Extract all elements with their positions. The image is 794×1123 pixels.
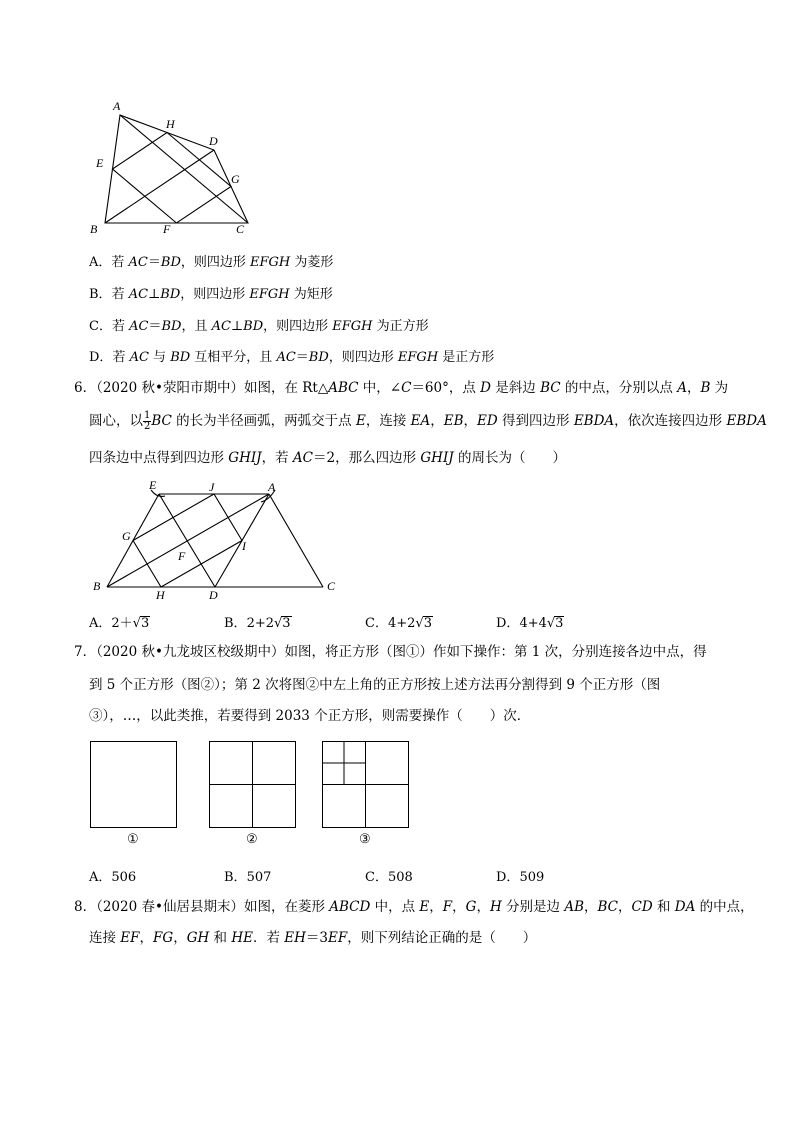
text-fragment: （2020 秋•九龙坡区校级期中）如图，将正方形（图①）作如下操作：第 1 次，分别连接各边中点，得	[96, 644, 707, 660]
q7-figure-2	[209, 741, 297, 829]
text-fragment: BC	[151, 413, 172, 429]
text-fragment: ＝2，那么四边形	[313, 450, 421, 466]
text-fragment: 为矩形	[289, 287, 333, 302]
sqrt-radicand: 3	[423, 616, 432, 631]
text-fragment: ，	[618, 899, 632, 915]
text-fragment: H	[489, 899, 502, 915]
text-fragment: 如图，在 Rt△	[243, 380, 329, 396]
text-fragment: EFGH	[332, 319, 373, 334]
q6-label-f: F	[178, 549, 186, 563]
q5-label-a: A	[113, 99, 121, 113]
q7-caption-2: ②	[246, 832, 258, 847]
text-fragment: 和	[652, 899, 675, 915]
text-fragment: 四条边中点得到四边形	[89, 450, 229, 466]
text-fragment: D．	[496, 616, 520, 631]
text-fragment: B	[700, 380, 711, 396]
sqrt-radicand: 3	[140, 616, 150, 631]
text-fragment: 为菱形	[290, 255, 334, 270]
q6-label-g: G	[122, 529, 131, 543]
text-fragment: ABCD	[329, 899, 371, 915]
text-fragment: ＝60°，点	[411, 380, 481, 396]
q5-label-d: D	[209, 134, 218, 148]
text-fragment: ABC	[328, 380, 359, 396]
text-fragment: 若	[111, 287, 129, 302]
text-fragment: C．	[365, 616, 388, 631]
q5-label-b: B	[90, 222, 98, 236]
text-fragment: C	[401, 380, 412, 396]
text-fragment: ，若	[261, 450, 293, 466]
text-fragment: ED	[477, 413, 498, 429]
text-fragment: ．若	[252, 930, 285, 946]
text-fragment: ，依次连接四边形	[614, 413, 727, 429]
q5-figure	[80, 95, 280, 240]
text-fragment: B．	[89, 287, 112, 302]
text-fragment: ＝	[295, 350, 309, 365]
text-fragment: 圆心，以	[89, 413, 143, 429]
text-fragment: ，	[173, 930, 187, 946]
text-fragment: AB	[564, 899, 584, 915]
q5-label-e: E	[96, 156, 104, 170]
text-fragment: A．	[89, 255, 112, 270]
text-fragment: ，	[452, 899, 466, 915]
q5-diagonal-ac	[120, 115, 248, 223]
text-fragment: GHIJ	[420, 450, 454, 466]
q7-option-d[interactable]	[496, 866, 544, 885]
q6-option-b[interactable]: B．2+2√3	[224, 616, 291, 631]
text-fragment: E	[355, 413, 366, 429]
text-fragment: 若	[111, 319, 130, 334]
q5-label-f: F	[163, 222, 171, 236]
q5-option-c[interactable]	[89, 315, 429, 334]
text-fragment: 2	[144, 421, 151, 432]
text-fragment: ，	[584, 899, 598, 915]
text-fragment: AC	[129, 319, 149, 334]
text-fragment: ＝3	[305, 930, 329, 946]
q5-label-c: C	[236, 222, 245, 236]
text-fragment: 与	[148, 350, 171, 365]
text-fragment: BD	[161, 319, 182, 334]
text-fragment: GHIJ	[228, 450, 262, 466]
q6-stem-line-1	[74, 379, 728, 397]
q6-label-j: J	[209, 480, 215, 494]
q7-figure-3	[322, 741, 410, 829]
q7-stem-line-1	[74, 643, 707, 661]
text-fragment: EB	[443, 413, 464, 429]
text-fragment: 1	[144, 410, 151, 421]
text-fragment: 509	[519, 870, 545, 885]
text-fragment: 的中点，	[695, 899, 754, 915]
text-fragment: B．	[224, 870, 247, 885]
text-fragment: ＝	[147, 255, 161, 270]
text-fragment: C．	[365, 870, 388, 885]
text-fragment: EFGH	[397, 350, 439, 365]
text-fragment: 的周长为（ ）	[453, 450, 566, 466]
text-fragment: BC	[597, 899, 619, 915]
text-fragment: 2＋	[111, 616, 133, 631]
q8-stem-line-2	[89, 929, 536, 947]
q5-label-h: H	[166, 117, 175, 131]
q5-option-a[interactable]	[89, 251, 333, 270]
q6-stem-line-2	[89, 411, 767, 432]
text-fragment: 连接	[89, 930, 121, 946]
text-fragment: CD	[631, 899, 653, 915]
text-fragment: ，	[430, 413, 444, 429]
text-fragment: 508	[387, 870, 413, 885]
text-fragment: ，且	[181, 319, 212, 334]
q5-label-g: G	[231, 172, 240, 186]
q7-option-b[interactable]	[224, 866, 271, 885]
q8-stem-line-1	[74, 898, 754, 916]
text-fragment: ，则下列结论正确的是（ ）	[347, 930, 537, 946]
text-fragment: BD	[308, 350, 329, 365]
text-fragment: C．	[89, 319, 112, 334]
text-fragment: AC	[292, 450, 313, 466]
text-fragment: ⊥	[230, 319, 244, 334]
text-fragment: 若	[111, 255, 129, 270]
q7-option-c[interactable]	[365, 866, 413, 885]
q5-option-d[interactable]	[89, 346, 494, 365]
q7-caption-1: ①	[127, 832, 139, 847]
q7-stem-line-2: 到 5 个正方形（图②）；第 2 次将图②中左上角的正方形按上述方法再分割得到 9 个正方形（图	[89, 677, 661, 693]
text-fragment: D．	[89, 350, 113, 365]
text-fragment: ，	[429, 899, 443, 915]
text-fragment: HE	[231, 930, 253, 946]
text-fragment: GH	[186, 930, 210, 946]
q6-figure	[85, 472, 355, 607]
q6-option-d[interactable]: D．4+4√3	[496, 616, 564, 631]
text-fragment: ，	[139, 930, 154, 946]
q7-option-a[interactable]	[89, 866, 136, 885]
text-fragment: A．	[89, 616, 112, 631]
text-fragment: A．	[89, 870, 112, 885]
text-fragment: EF	[120, 930, 140, 946]
text-fragment: （2020 秋•荥阳市期中）	[96, 380, 244, 396]
text-fragment: EF	[328, 930, 348, 946]
text-fragment: EBDA	[726, 413, 767, 429]
q7-figure-1	[90, 741, 178, 829]
text-fragment: ，则四边形	[180, 255, 251, 270]
text-fragment: 是斜边	[491, 380, 541, 396]
text-fragment: EFGH	[250, 255, 291, 270]
text-fragment: EH	[284, 930, 306, 946]
text-fragment: 2+2	[246, 616, 274, 631]
text-fragment: ，连接	[365, 413, 411, 429]
text-fragment: AC	[128, 255, 148, 270]
text-fragment: BC	[540, 380, 561, 396]
text-fragment: AC	[128, 287, 149, 302]
text-fragment: 7．	[74, 644, 97, 660]
q6-option-c[interactable]: C．4+2√3	[365, 616, 432, 631]
text-fragment: D	[480, 380, 491, 396]
text-fragment: 若	[112, 350, 130, 365]
sqrt-radicand: 3	[282, 616, 291, 631]
text-fragment: 中，点	[370, 899, 420, 915]
text-fragment: BD	[160, 255, 181, 270]
text-fragment: B．	[224, 616, 247, 631]
text-fragment: F	[442, 899, 453, 915]
q7-caption-3: ③	[359, 832, 371, 847]
q5-option-b[interactable]	[89, 283, 333, 302]
text-fragment: ，	[476, 899, 490, 915]
text-fragment: BD	[170, 350, 191, 365]
text-fragment: FG	[153, 930, 174, 946]
text-fragment: 为正方形	[372, 319, 429, 334]
text-fragment: 8．	[74, 899, 97, 915]
q6-label-h: H	[156, 588, 165, 602]
q6-label-e: E	[149, 478, 157, 492]
q6-label-b: B	[93, 579, 101, 593]
text-fragment: （2020 春•仙居县期末）如图，在菱形	[96, 899, 330, 915]
text-fragment: ，则四边形	[180, 287, 250, 302]
text-fragment: AC	[276, 350, 296, 365]
text-fragment: 为	[710, 380, 729, 396]
text-fragment: 中，∠	[358, 380, 402, 396]
text-fragment: BD	[243, 319, 264, 334]
text-fragment: 得到四边形	[497, 413, 574, 429]
text-fragment: 4+4	[519, 616, 547, 631]
text-fragment: ＝	[148, 319, 162, 334]
q5-quadrilateral-abcd	[105, 115, 248, 223]
text-fragment: 4+2	[387, 616, 416, 631]
q7-square	[91, 742, 177, 828]
text-fragment: A	[677, 380, 687, 396]
text-fragment: 分别是边	[501, 899, 565, 915]
text-fragment: EBDA	[573, 413, 615, 429]
text-fragment: BD	[160, 287, 181, 302]
q6-option-a[interactable]: A．2＋√3	[89, 616, 150, 631]
sqrt-radicand: 3	[555, 616, 564, 631]
text-fragment: DA	[674, 899, 696, 915]
text-fragment: 507	[246, 870, 272, 885]
text-fragment: 的中点，分别以点	[560, 380, 678, 396]
q6-label-a: A	[268, 480, 276, 494]
q6-label-d: D	[209, 588, 218, 602]
text-fragment: 和	[209, 930, 232, 946]
q6-stem-line-3	[89, 449, 566, 467]
text-fragment: ，则四边形	[263, 319, 333, 334]
text-fragment: G	[465, 899, 477, 915]
text-fragment: 6．	[74, 380, 97, 396]
q7-stem-line-3: ③），…，以此类推，若要得到 2033 个正方形，则需要操作（ ）次．	[89, 708, 531, 724]
text-fragment: ，	[686, 380, 701, 396]
q6-label-i: I	[242, 539, 246, 553]
text-fragment: AC	[211, 319, 231, 334]
text-fragment: AC	[129, 350, 149, 365]
text-fragment: EA	[410, 413, 431, 429]
text-fragment: ，	[463, 413, 478, 429]
text-fragment: 的长为半径画弧，两弧交于点	[171, 413, 356, 429]
q6-label-c: C	[327, 579, 336, 593]
text-fragment: E	[419, 899, 430, 915]
text-fragment: D．	[496, 870, 520, 885]
text-fragment: ⊥	[148, 287, 161, 302]
text-fragment: EFGH	[249, 287, 290, 302]
q5-diagonal-bd	[105, 150, 214, 223]
text-fragment: 506	[111, 870, 137, 885]
text-fragment: 是正方形	[438, 350, 495, 365]
text-fragment: 互相平分，且	[190, 350, 277, 365]
q6-segment-ac	[269, 494, 323, 587]
text-fragment: ，则四边形	[328, 350, 398, 365]
